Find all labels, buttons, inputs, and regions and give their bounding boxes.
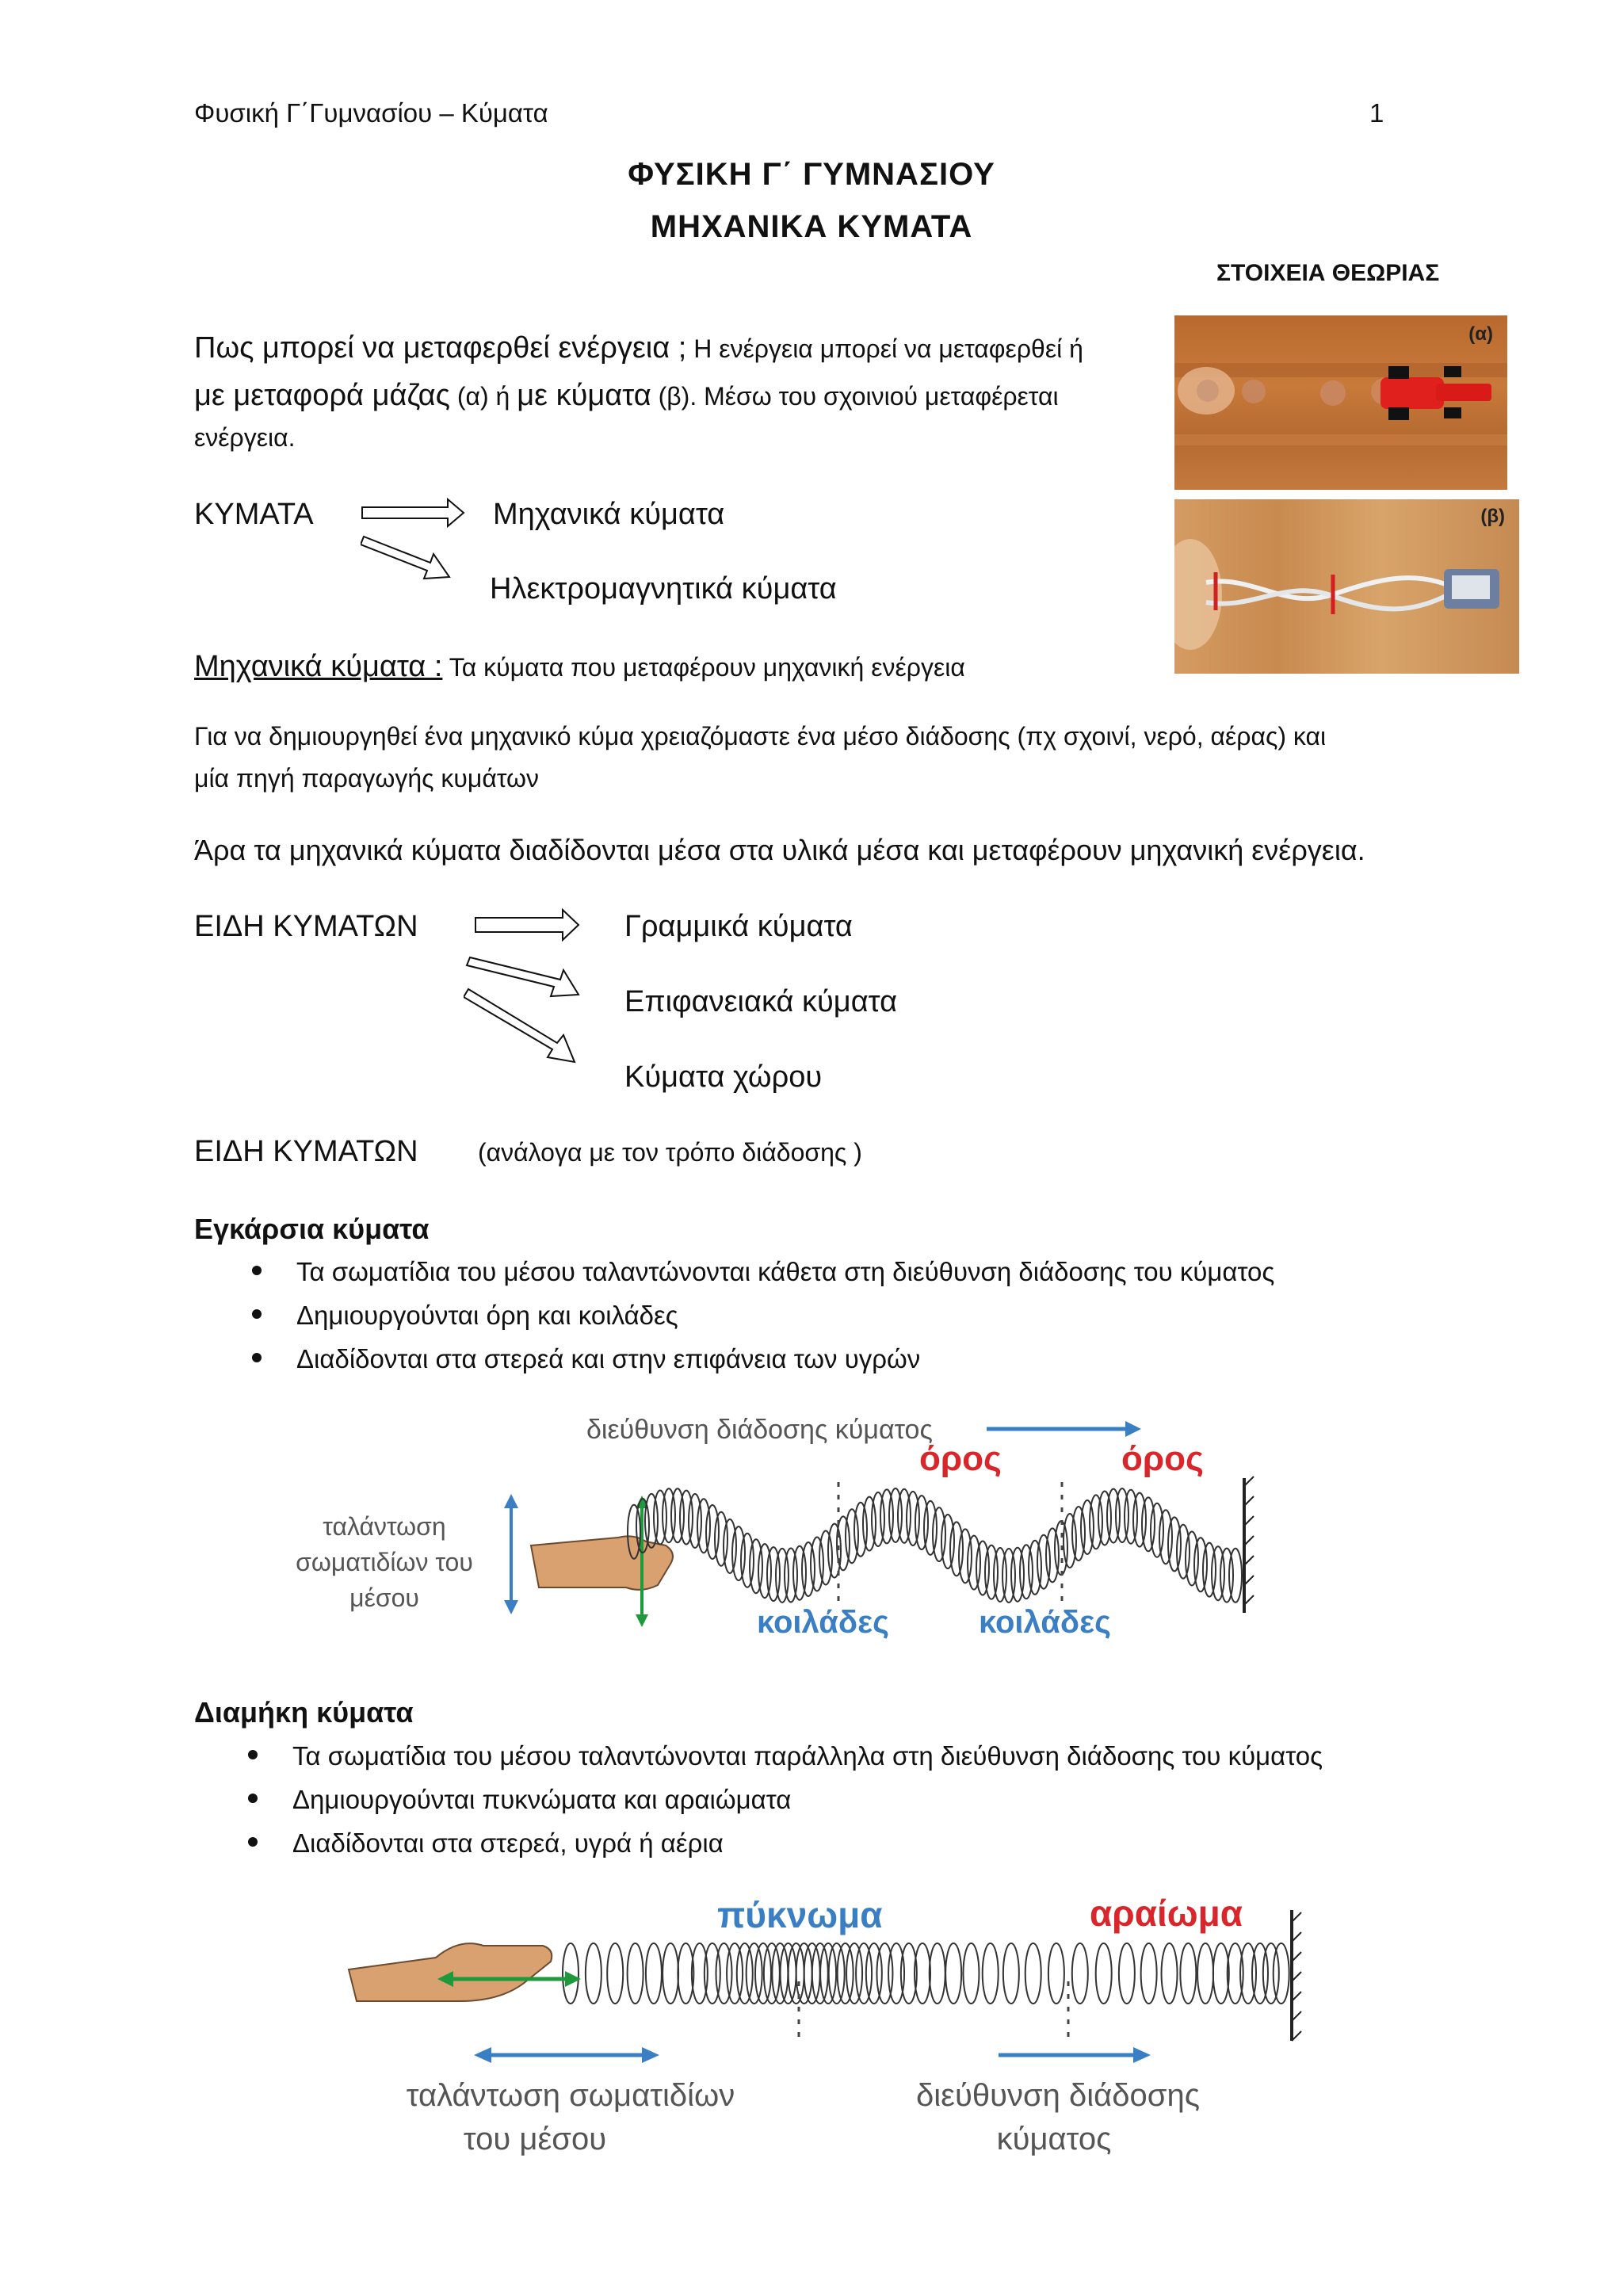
page-number: 1 [1369, 98, 1384, 128]
spring-coil [737, 1943, 753, 2004]
transverse-bullet-text: Διαδίδονται στα στερεά και στην επιφάνεια των υγρών [296, 1344, 921, 1373]
kinds-arrows [464, 904, 594, 1070]
oscillation-arrow-bottom [504, 1600, 518, 1614]
transverse-spring [628, 1488, 1242, 1603]
spring-coil [1096, 1943, 1112, 2004]
page-title: ΦΥΣΙΚΗ Γ΄ ΓΥΜΝΑΣΙΟΥ [628, 157, 995, 192]
kinds-note: (ανάλογα με τον τρόπο διάδοσης ) [478, 1138, 862, 1167]
spring-coil [1177, 1525, 1190, 1579]
spring-coil [1133, 1493, 1146, 1547]
spring-coil [828, 1524, 841, 1578]
mech-definition-text: Τα κύματα που μεταφέρουν μηχανική ενέργεια [449, 653, 965, 682]
spring-coil [1162, 1943, 1178, 2004]
fig-osc-line1: ταλάντωση σωματιδίων [406, 2078, 735, 2113]
spring-coil [1081, 1500, 1094, 1554]
longitudinal-title: Διαμήκη κύματα [194, 1696, 414, 1729]
oscillation-arrow-top [504, 1494, 518, 1508]
spring-coil [1168, 1517, 1181, 1571]
spring-coil [607, 1943, 623, 2004]
page-subtitle: ΜΗΧΑΝΙΚΑ ΚΥΜΑΤΑ [650, 209, 973, 244]
fig-direction-label: διεύθυνση διάδοσης κύματος [586, 1415, 933, 1445]
fig-osc-line2: σωματιδίων του [296, 1548, 473, 1576]
spring-coil [846, 1943, 862, 2004]
spring-coil [1159, 1510, 1172, 1564]
direction-arrow-head [1125, 1421, 1141, 1437]
kinds-label-2: ΕΙΔΗ ΚΥΜΑΤΩΝ [194, 1135, 418, 1168]
fig-dir-line1: διεύθυνση διάδοσης [915, 2078, 1201, 2113]
transverse-title: Εγκάρσια κύματα [194, 1213, 430, 1245]
conclusion: Άρα τα μηχανικά κύματα διαδίδονται μέσα στα υλικά μέσα και μεταφέρουν μηχανική ενέργεια. [194, 834, 1365, 866]
spring-coil [1197, 1943, 1213, 2004]
crest-label-1: όρος [919, 1439, 1002, 1478]
mechanical-waves: Μηχανικά κύματα [493, 498, 725, 531]
transverse-bullet [252, 1344, 920, 1374]
transverse-bullet-text: Δημιουργούνται όρη και κοιλάδες [296, 1301, 678, 1330]
spring-coil [941, 1515, 954, 1568]
spring-coil [741, 1534, 754, 1587]
space-waves: Κύματα χώρου [624, 1060, 823, 1094]
header-title: Φυσική Γ΄Γυμνασίου – Κύματα [194, 98, 548, 128]
spring-coil [1180, 1943, 1196, 2004]
theory-label: ΣΤΟΙΧΕΙΑ ΘΕΩΡΙΑΣ [1216, 260, 1440, 286]
arrow-to-electromagnetic [361, 537, 449, 579]
spring-coil [1229, 1549, 1242, 1603]
spring-coil [747, 1943, 762, 2004]
surface-waves: Επιφανειακά κύματα [624, 985, 898, 1018]
arrow-to-surface [467, 957, 579, 996]
crest-label-2: όρος [1121, 1439, 1204, 1478]
transverse-wave-figure [269, 1407, 1268, 1652]
dir-arrow-head [1133, 2047, 1151, 2063]
compression-label: πύκνωμα [717, 1894, 883, 1935]
photo-b-label: (β) [1480, 506, 1505, 527]
spring-coil [1072, 1507, 1085, 1561]
spring-coil [1274, 1943, 1289, 2004]
spring-coil [924, 1501, 937, 1555]
waves-arrows [361, 495, 487, 590]
spring-coil [628, 1943, 643, 2004]
bullet-dot [248, 1750, 258, 1759]
trough-label-1: κοιλάδες [757, 1605, 889, 1640]
spring-coil [724, 1519, 736, 1573]
spring-coil [1141, 1943, 1157, 2004]
kinds-label: ΕΙΔΗ ΚΥΜΑΤΩΝ [194, 910, 418, 943]
longitudinal-bullet-text: Διαδίδονται στα στερεά, υγρά ή αέρια [292, 1828, 724, 1858]
spring-coil [732, 1526, 745, 1580]
longitudinal-wave-figure [341, 1882, 1316, 2168]
spring-coil [863, 1497, 876, 1551]
spring-coil [1186, 1531, 1198, 1585]
bullet-dot [252, 1353, 262, 1362]
hand-icon [349, 1943, 552, 2001]
photo-wave-transfer [1174, 499, 1519, 674]
spring-coil [963, 1943, 979, 2004]
spring-coil [1064, 1514, 1076, 1568]
creation-line-2: μία πηγή παραγωγής κυμάτων [194, 764, 540, 793]
spring-coil [959, 1529, 972, 1583]
spring-coil [1046, 1528, 1059, 1582]
arrow-to-space [464, 989, 575, 1062]
linear-waves: Γραμμικά κύματα [624, 910, 853, 943]
spring-coil [706, 1505, 719, 1559]
spring-coil [646, 1943, 662, 2004]
spring-coil [1048, 1943, 1064, 2004]
photo-mass-transfer-art [1174, 315, 1507, 490]
intro-line1-rest: Η ενέργεια μπορεί να μεταφερθεί ή [693, 334, 1083, 363]
transverse-bullet-text: Τα σωματίδια του μέσου ταλαντώνονται κάθετα στη διεύθυνση διάδοσης του κύματος [296, 1257, 1275, 1286]
spring-coil [697, 1499, 710, 1553]
fig-osc-line1: ταλάντωση [323, 1512, 446, 1541]
spring-coil [1090, 1495, 1102, 1549]
spring-coil [856, 1943, 872, 2004]
spring-coil [1025, 1943, 1041, 2004]
spring-coil [950, 1522, 963, 1576]
spring-coil [811, 1537, 823, 1591]
spring-coil [1119, 1943, 1135, 2004]
photo-wave-transfer-art [1174, 499, 1519, 674]
spring-coil [1020, 1545, 1033, 1599]
spring-coil [1037, 1535, 1050, 1589]
trough-label-2: κοιλάδες [979, 1605, 1111, 1640]
creation-line-1: Για να δημιουργηθεί ένα μηχανικό κύμα χρειαζόμαστε ένα μέσο διάδοσης (πχ σχοινί, νερό, αέρας) και [194, 722, 1327, 751]
waves-label: ΚΥΜΑΤΑ [194, 498, 314, 531]
spring-coil [907, 1492, 919, 1545]
spring-coil [854, 1503, 867, 1557]
spring-coil [663, 1943, 678, 2004]
spring-coil [1194, 1538, 1207, 1591]
intro-mass: με μεταφορά μάζας [194, 379, 450, 412]
intro-question: Πως μπορεί να μεταφερθεί ενέργεια ; [194, 331, 687, 365]
spring-coil [976, 1541, 989, 1595]
intro-waves-suffix: (β). Μέσω του σχοινιού μεταφέρεται [658, 382, 1059, 411]
spring-coil [968, 1536, 980, 1590]
mech-definition-term: Μηχανικά κύματα : [194, 650, 443, 683]
longitudinal-bullet [248, 1785, 791, 1815]
spring-coil [1029, 1541, 1041, 1595]
osc-arrow-right [642, 2047, 659, 2063]
spring-coil [819, 1530, 832, 1584]
fig-dir-line2: κύματος [996, 2122, 1112, 2157]
electromagnetic-waves: Ηλεκτρομαγνητικά κύματα [490, 572, 837, 606]
spring-coil [802, 1542, 815, 1596]
fig-osc-line2: του μέσου [463, 2122, 607, 2157]
fig-osc-line3: μέσου [349, 1584, 419, 1612]
spring-coil [846, 1509, 858, 1563]
rarefaction-label: αραίωμα [1090, 1893, 1243, 1934]
intro-line-2 [194, 379, 1059, 413]
longitudinal-spring [563, 1943, 1289, 2004]
longitudinal-bullet [248, 1741, 1323, 1771]
bullet-dot [248, 1794, 258, 1803]
osc-arrow-left [474, 2047, 491, 2063]
spring-coil [727, 1943, 743, 2004]
spring-coil [945, 1943, 961, 2004]
intro-mass-suffix: (α) ή [456, 382, 510, 411]
spring-coil [983, 1943, 999, 2004]
spring-coil [715, 1512, 727, 1566]
longitudinal-bullet-text: Δημιουργούνται πυκνώματα και αραιώματα [292, 1785, 792, 1814]
longitudinal-bullet [248, 1828, 724, 1859]
photo-a-label: (α) [1468, 323, 1493, 345]
spring-coil [1151, 1503, 1163, 1557]
spring-coil [915, 1496, 928, 1549]
spring-coil [1003, 1943, 1019, 2004]
spring-coil [930, 1943, 945, 2004]
bullet-dot [248, 1837, 258, 1847]
intro-waves: με κύματα [517, 379, 651, 412]
transverse-bullet [252, 1257, 1274, 1287]
mech-definition [194, 650, 965, 684]
arrow-to-linear [475, 910, 579, 940]
arrow-to-mechanical [362, 499, 464, 526]
longitudinal-bullet-text: Τα σωματίδια του μέσου ταλαντώνονται παράλληλα στη διεύθυνση διάδοσης του κύματος [292, 1741, 1323, 1771]
transverse-bullet [252, 1301, 678, 1331]
spring-coil [689, 1494, 701, 1548]
spring-coil [1072, 1943, 1088, 2004]
spring-coil [1263, 1943, 1279, 2004]
spring-coil [750, 1539, 762, 1593]
bullet-dot [252, 1266, 262, 1275]
spring-coil [1142, 1497, 1155, 1551]
photo-mass-transfer [1174, 315, 1507, 490]
bullet-dot [252, 1309, 262, 1319]
intro-line-3: ενέργεια. [194, 423, 296, 452]
spring-coil [888, 1943, 904, 2004]
spring-coil [933, 1507, 945, 1561]
hand-icon [531, 1536, 673, 1590]
spring-coil [586, 1943, 601, 2004]
green-arrow-bottom [636, 1614, 648, 1627]
intro-line-1 [194, 331, 1083, 365]
